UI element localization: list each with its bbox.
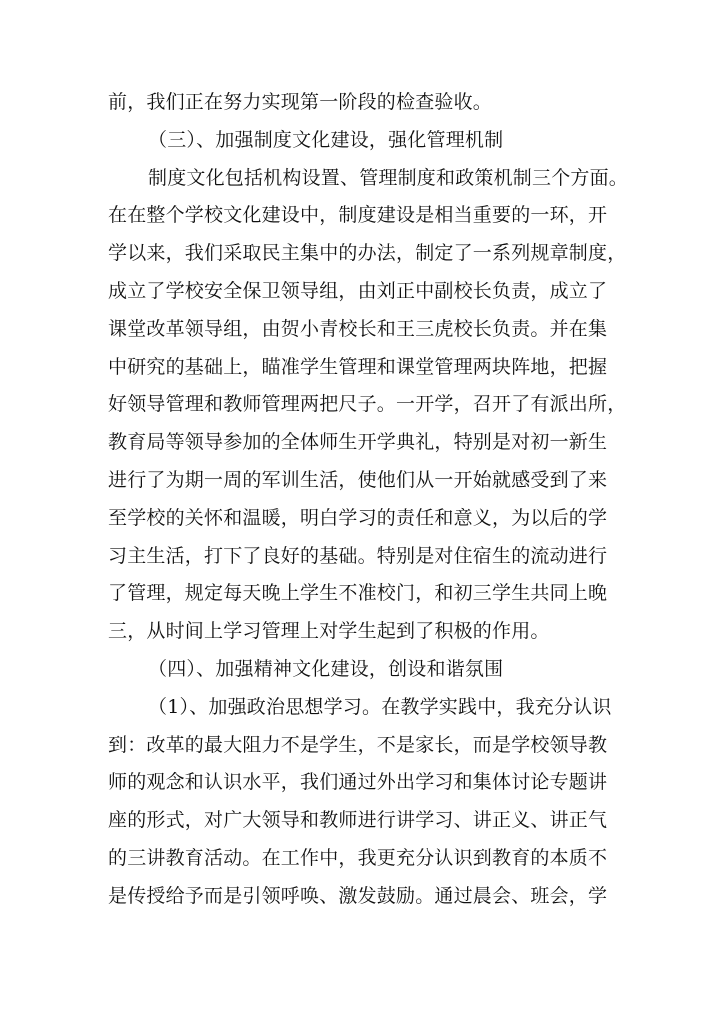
paragraph-line: 到：改革的最大阻力不是学生，不是家长，而是学校领导教 [108, 733, 608, 756]
paragraph-line: 是传授给予而是引领呼唤、激发鼓励。通过晨会、班会，学 [108, 884, 608, 907]
paragraph-line: 了管理，规定每天晚上学生不准校门，和初三学生共同上晚 [108, 582, 608, 605]
paragraph-line: 学以来，我们采取民主集中的办法，制定了一系列规章制度， [108, 242, 627, 265]
paragraph-line: 习主生活，打下了良好的基础。特别是对住宿生的流动进行 [108, 544, 608, 567]
paragraph-line: 好领导管理和教师管理两把尺子。一开学，召开了有派出所， [108, 393, 627, 416]
paragraph-line: 成立了学校安全保卫领导组，由刘正中副校长负责，成立了 [108, 279, 608, 302]
paragraph-line: 三，从时间上学习管理上对学生起到了积极的作用。 [108, 620, 550, 643]
document-body [108, 84, 629, 916]
paragraph-line: 制度文化包括机构设置、管理制度和政策机制三个方面。 [148, 166, 629, 189]
paragraph-line: 中研究的基础上，瞄准学生管理和课堂管理两块阵地，把握 [108, 355, 608, 378]
paragraph-line: 师的观念和认识水平，我们通过外出学习和集体讨论专题讲 [108, 771, 608, 794]
paragraph-line: 在在整个学校文化建设中，制度建设是相当重要的一环，开 [108, 204, 608, 227]
paragraph-line: （1）、加强政治思想学习。在教学实践中，我充分认识 [148, 695, 612, 718]
paragraph-line: 座的形式，对广大领导和教师进行讲学习、讲正义、讲正气 [108, 809, 608, 832]
paragraph-line: 的三讲教育活动。在工作中，我更充分认识到教育的本质不 [108, 846, 608, 869]
text-line: 前，我们正在努力实现第一阶段的检查验收。 [108, 91, 493, 113]
paragraph-line: 至学校的关怀和温暖，明白学习的责任和意义，为以后的学 [108, 506, 608, 529]
paragraph-line: 教育局等领导参加的全体师生开学典礼，特别是对初一新生 [108, 431, 608, 454]
paragraph-line: 课堂改革领导组，由贺小青校长和王三虎校长负责。并在集 [108, 317, 608, 340]
section-heading: （三）、加强制度文化建设，强化管理机制 [148, 128, 504, 151]
paragraph-line: 进行了为期一周的军训生活，使他们从一开始就感受到了来 [108, 468, 608, 491]
section-heading: （四）、加强精神文化建设，创设和谐氛围 [148, 657, 504, 680]
